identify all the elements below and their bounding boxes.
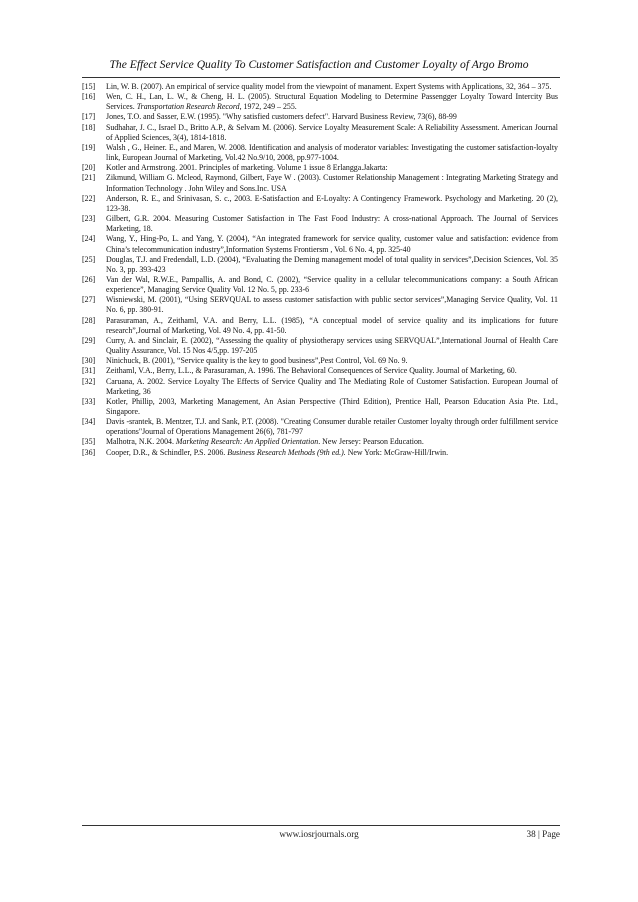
- reference-segment: Zeithaml, V.A., Berry, L.L., & Parasuraman, A. 1996. The Behavioral Consequences of Service Quality. Journal of Marketing, 60.: [106, 366, 517, 376]
- reference-number: [27]: [82, 295, 96, 305]
- reference-item: [82, 316, 558, 336]
- reference-item: [82, 336, 558, 356]
- reference-item: [82, 255, 558, 275]
- reference-item: [82, 163, 558, 173]
- reference-segment: Van der Wal, R.W.E., Pampallis, A. and Bond, C. (2002), “Service quality in a cellular telecommunications company: a South African experience”, Managing Service Quality Vol. 12 No. 5, pp. 233-6: [106, 274, 558, 295]
- reference-segment: Gilbert, G.R. 2004. Measuring Customer Satisfaction in The Fast Food Industry: A cross-national Approach. The Journal of Services Marketing, 18.: [106, 214, 558, 234]
- reference-item: [82, 92, 558, 112]
- reference-item: [82, 377, 558, 397]
- reference-text: [106, 356, 558, 366]
- reference-number: [33]: [82, 396, 96, 406]
- reference-segment: Cooper, D.R., & Schindler, P.S. 2006.: [106, 447, 228, 457]
- reference-segment: Jones, T.O. and Sasser, E.W. (1995). "Why satisfied customers defect". Harvard Business Review, 73(6), 88-99: [106, 112, 457, 122]
- reference-item: [82, 295, 558, 315]
- reference-segment: Curry, A. and Sinclair, E. (2002), “Assessing the quality of physiotherapy services using SERVQUAL”,International Journal of Health Care Quality Assurance, Vol. 15 Nos 4/5,pp. 197-205: [106, 335, 558, 356]
- reference-segment: Davis -srantek, B. Mentzer, T.J. and Sank, P.T. (2008). "Creating Consumer durable retailer Customer loyalty through order fulfillment service operations"Journal of Operations Management 26(6), 781-797: [106, 417, 558, 437]
- reference-italic-segment: Marketing Research: An Applied Orientation: [175, 437, 319, 447]
- reference-number: [31]: [82, 366, 96, 376]
- reference-segment: Zikmund, William G. Mcleod, Raymond, Gilbert, Faye W . (2003). Customer Relationship Management : Integrating Marketing Strategy and Information Technology . John Wiley and Sons.Inc. USA: [106, 173, 558, 193]
- reference-text: [106, 92, 558, 112]
- reference-text: [106, 417, 558, 437]
- reference-text: [106, 448, 558, 458]
- reference-text: [106, 275, 558, 295]
- reference-text: [106, 336, 558, 356]
- reference-number: [28]: [82, 315, 96, 325]
- reference-item: [82, 82, 558, 92]
- reference-number: [26]: [82, 274, 96, 284]
- reference-segment: Malhotra, N.K. 2004.: [106, 437, 176, 447]
- reference-text: [106, 214, 558, 234]
- reference-number: [25]: [82, 254, 96, 264]
- reference-italic-segment: Transportation Research Record: [136, 102, 240, 112]
- footer-url[interactable]: www.iosrjournals.org: [279, 829, 359, 839]
- reference-text: [106, 143, 558, 163]
- reference-number: [30]: [82, 356, 96, 366]
- reference-item: [82, 366, 558, 376]
- reference-item: [82, 112, 558, 122]
- reference-segment: Caruana, A. 2002. Service Loyalty The Effects of Service Quality and The Mediating Role of Customer Satisfaction. European Journal of Marketing, 36: [106, 376, 558, 396]
- reference-segment: Parasuraman, A., Zeithaml, V.A. and Berry, L.L. (1985), “A conceptual model of service quality and its implications for future research”,Journal of Marketing, Vol. 49 No. 4, pp. 41-50.: [106, 315, 558, 335]
- reference-item: [82, 143, 558, 163]
- reference-item: [82, 275, 558, 295]
- reference-list: [82, 82, 558, 458]
- header-divider: [82, 77, 560, 78]
- reference-number: [15]: [82, 82, 96, 91]
- reference-segment: Douglas, T.J. and Fredendall, L.D. (2004), “Evaluating the Deming management model of total quality in services”,Decision Sciences, Vol. 35 No. 3, pp. 393-423: [106, 254, 558, 274]
- reference-item: [82, 123, 558, 143]
- reference-text: [106, 234, 558, 254]
- page-header-title: The Effect Service Quality To Customer Satisfaction and Customer Loyalty of Argo Bromo: [109, 58, 529, 71]
- reference-text: [106, 123, 558, 143]
- reference-number: [16]: [82, 92, 96, 102]
- reference-item: [82, 397, 558, 417]
- reference-text: [106, 366, 558, 376]
- reference-text: [106, 173, 558, 193]
- reference-item: [82, 173, 558, 193]
- reference-segment: Kotler, Phillip, 2003, Marketing Management, An Asian Perspective (Third Edition), Prentice Hall, Pearson Education Asia Pte. Ltd., Singapore.: [106, 396, 558, 416]
- reference-number: [22]: [82, 193, 96, 203]
- footer-divider: [82, 825, 560, 826]
- reference-text: [106, 295, 558, 315]
- reference-segment: Walsh , G., Heiner. E., and Maren, W. 2008. Identification and analysis of moderator variables: Investigating the customer satisfaction-loyalty link, European Journal of Marketing, Vol.42 No.9/10, 2008, pp.977-1004.: [106, 142, 558, 163]
- reference-number: [19]: [82, 142, 96, 152]
- reference-number: [23]: [82, 214, 96, 224]
- reference-text: [106, 82, 558, 92]
- reference-segment: New York: McGraw-Hill/Irwin.: [345, 447, 449, 457]
- reference-segment: Wang, Y., Hing-Po, L. and Yang, Y. (2004), “An integrated framework for service quality, customer value and satisfaction: evidence from China’s telecommunication industry”,Information Systems Frontiersm , Vol. 6 No. 4, pp. 325-40: [106, 234, 558, 254]
- reference-item: [82, 437, 558, 447]
- reference-text: [106, 316, 558, 336]
- reference-number: [20]: [82, 163, 96, 173]
- reference-text: [106, 377, 558, 397]
- reference-number: [17]: [82, 112, 96, 122]
- reference-item: [82, 417, 558, 437]
- reference-number: [34]: [82, 417, 96, 427]
- reference-item: [82, 214, 558, 234]
- reference-segment: Lin, W. B. (2007). An empirical of service quality model from the viewpoint of manament. Expert Systems with Applications, 32, 364 – 375.: [106, 82, 552, 91]
- reference-number: [32]: [82, 376, 96, 386]
- reference-segment: Wen, C. H., Lan, L. W., & Cheng, H. L. (2005). Structural Equation Modeling to Determine Passengger Loyalty Toward Intercity Bus Services.: [106, 92, 558, 112]
- reference-text: [106, 437, 558, 447]
- reference-text: [106, 255, 558, 275]
- reference-item: [82, 194, 558, 214]
- reference-segment: Wisniewski, M. (2001), “Using SERVQUAL to assess customer satisfaction with public sector services”,Managing Service Quality, Vol. 11 No. 6, pp. 380-91.: [106, 295, 558, 315]
- reference-text: [106, 163, 558, 173]
- reference-item: [82, 356, 558, 366]
- reference-number: [35]: [82, 437, 96, 447]
- reference-number: [36]: [82, 447, 96, 457]
- reference-segment: Sudhahar, J. C., Israel D., Britto A.P., & Selvam M. (2006). Service Loyalty Measurement Scale: A Reliability Assessment. American Journal of Applied Sciences, 3(4), 1814-1818.: [106, 122, 558, 142]
- reference-number: [24]: [82, 234, 96, 244]
- reference-text: [106, 112, 558, 122]
- reference-item: [82, 448, 558, 458]
- reference-number: [18]: [82, 122, 96, 132]
- reference-item: [82, 234, 558, 254]
- reference-segment: Ninichuck, B. (2001), “Service quality is the key to good business”,Pest Control, Vol. 69 No. 9.: [106, 356, 408, 366]
- reference-text: [106, 194, 558, 214]
- reference-segment: Anderson, R. E., and Srinivasan, S. c., 2003. E-Satisfaction and E-Loyalty: A Contingency Framework. Psychology and Marketing. 20 (2), 123-38.: [106, 193, 558, 213]
- reference-number: [21]: [82, 173, 96, 183]
- reference-segment: . New Jersey: Pearson Education.: [318, 437, 424, 447]
- reference-number: [29]: [82, 335, 96, 345]
- reference-italic-segment: Business Research Methods (9th ed.).: [227, 447, 346, 457]
- page-number: 38 | Page: [526, 829, 560, 839]
- reference-segment: , 1972, 249 – 255.: [239, 102, 297, 112]
- reference-text: [106, 397, 558, 417]
- reference-segment: Kotler and Armstrong. 2001. Principles of marketing. Volume 1 issue 8 Erlangga.Jakarta:: [106, 163, 388, 173]
